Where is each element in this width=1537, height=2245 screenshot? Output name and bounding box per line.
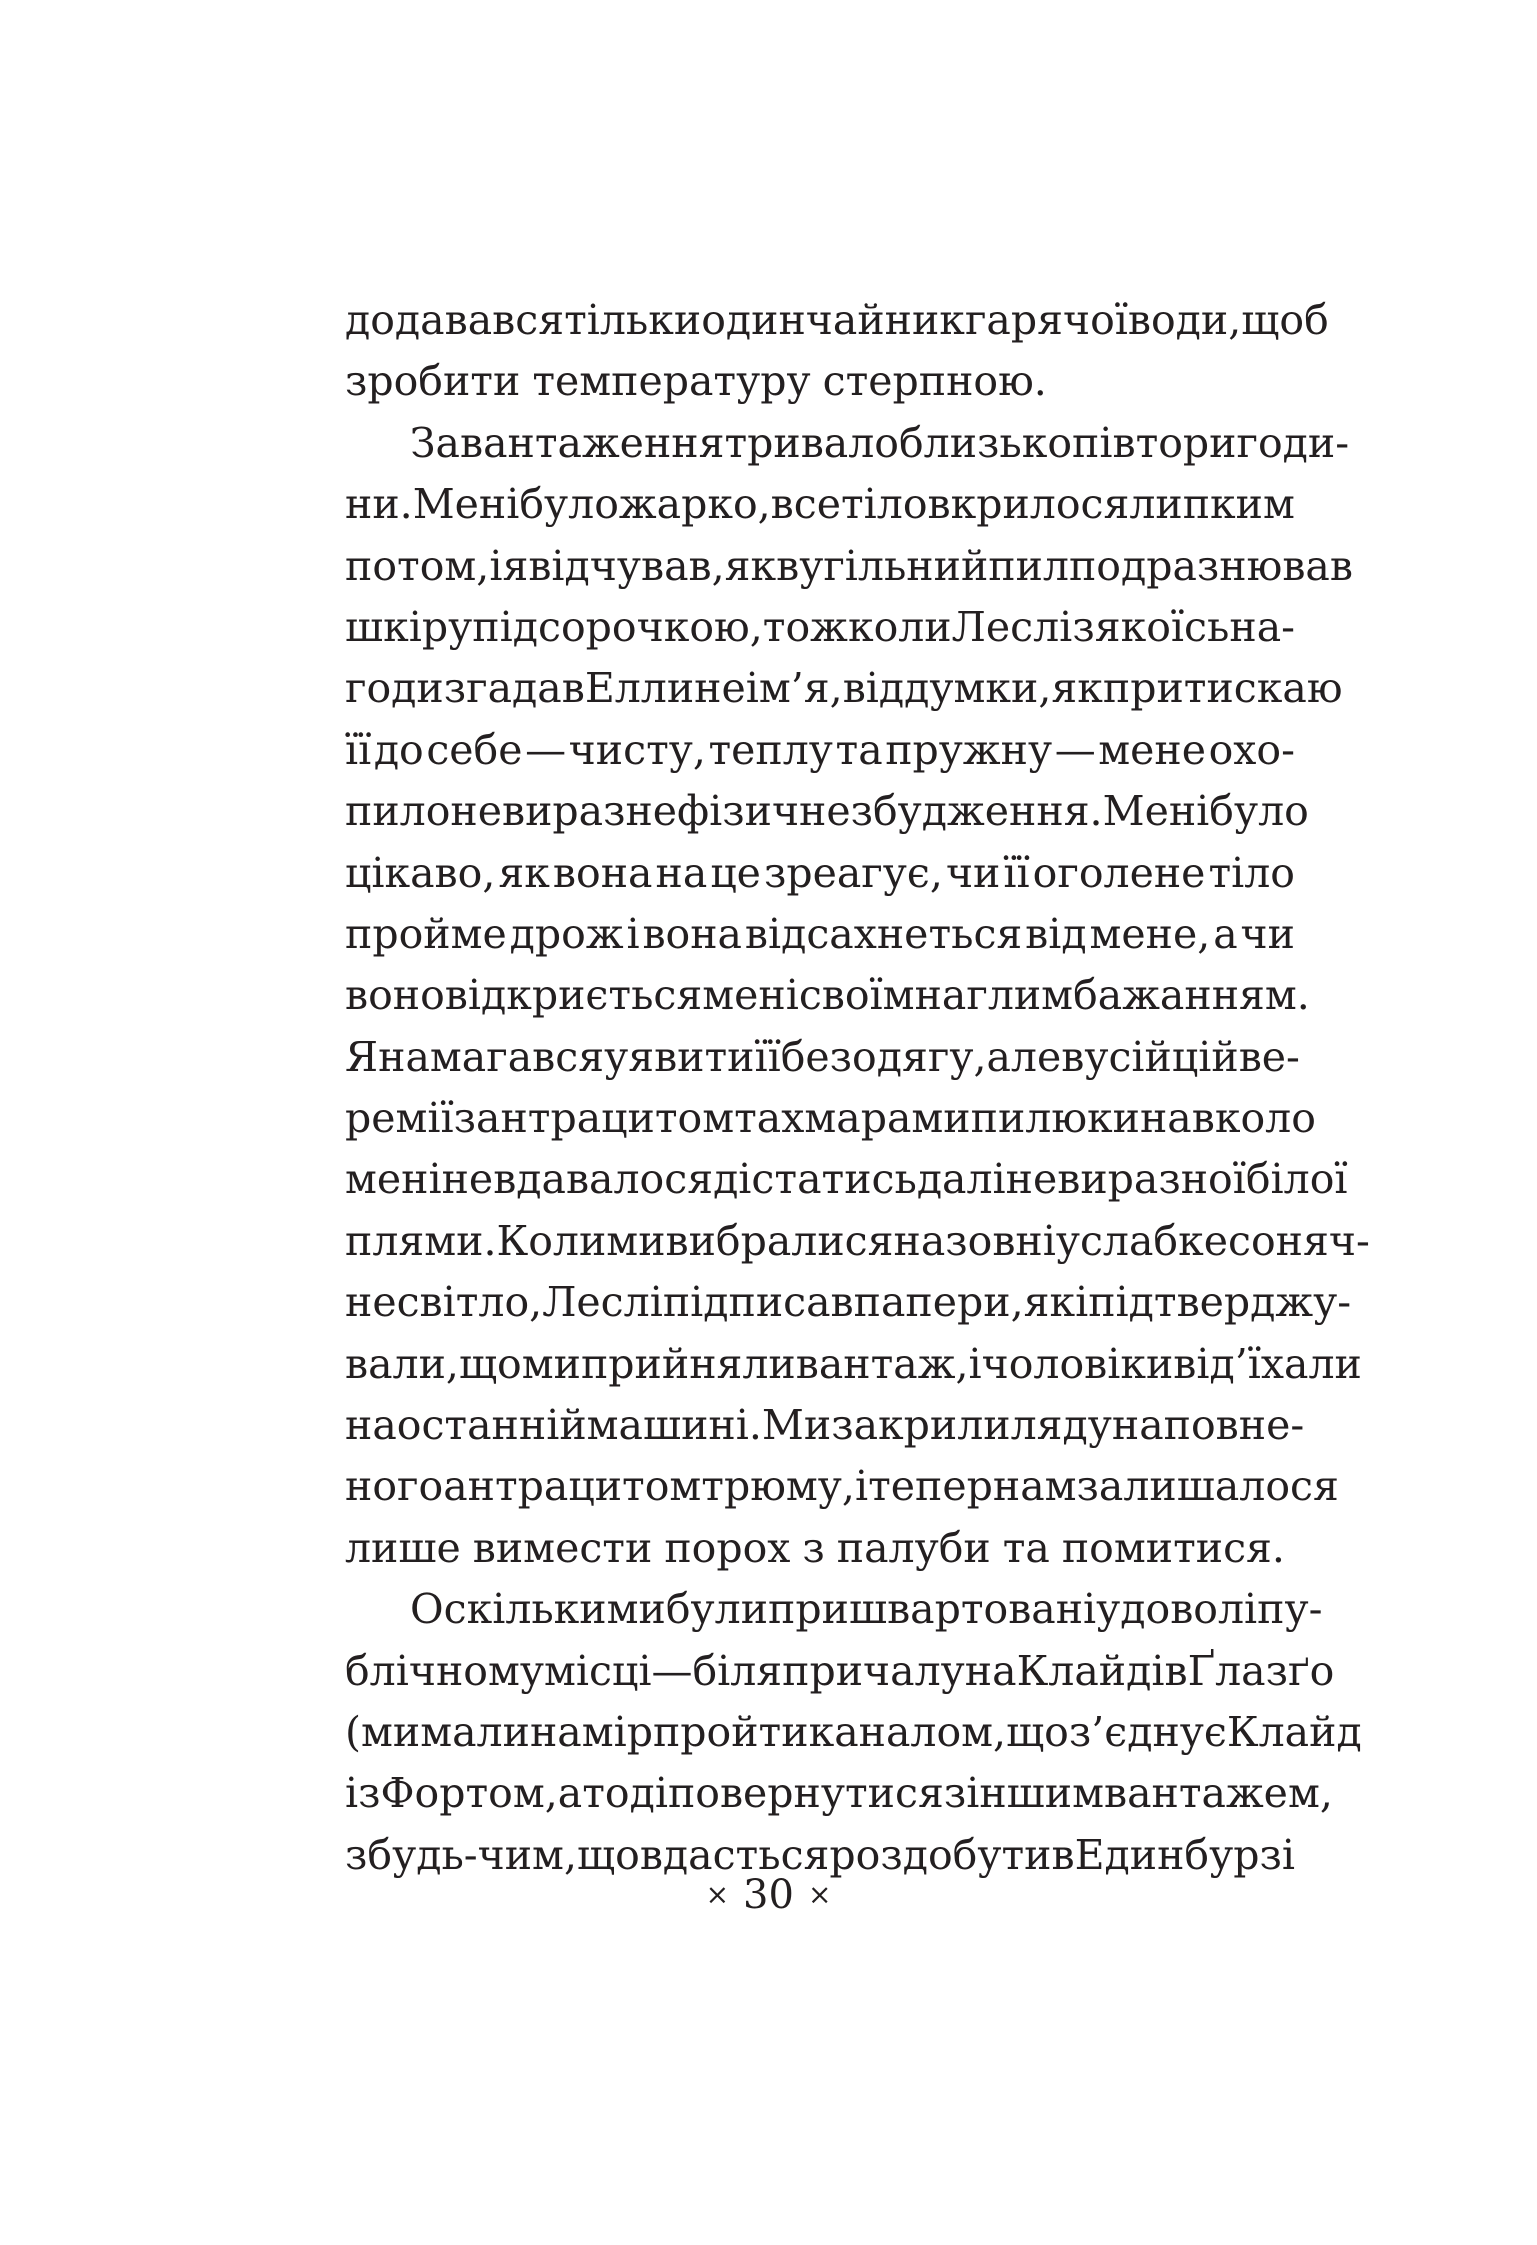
- text-line: мені не вдавалося дістатись далі невиразної білої: [345, 1155, 1348, 1204]
- page-number-value: 30: [743, 1872, 794, 1918]
- text-line: ного антрацитом трюму, і тепер нам залишалося: [345, 1462, 1339, 1511]
- text-line: ремії з антрацитом та хмарами пилюки навколо: [345, 1094, 1316, 1143]
- text-line: лише вимести порох з палуби та помитися.: [345, 1523, 1285, 1572]
- text-line: із Фортом, а тоді повернутися з іншим вантажем,: [345, 1769, 1333, 1818]
- text-line: пило невиразне фізичне збудження. Мені було: [345, 787, 1309, 836]
- text-line: додавався тільки один чайник гарячої води, щоб: [345, 296, 1329, 344]
- text-line: Завантаження тривало близько півтори годи-: [410, 418, 1350, 467]
- text-line: (ми мали намір пройти каналом, що з’єднує Клайд: [345, 1707, 1362, 1756]
- text-line: блічному місці — біля причалу на Клайді в Ґлазґо: [345, 1646, 1335, 1695]
- text-line: плями. Коли ми вибралися назовні у слабке соняч-: [345, 1216, 1370, 1265]
- text-line: на останній машині. Ми закрили ляду наповне-: [345, 1401, 1305, 1450]
- text-line: її до себе — чисту, теплу та пружну — мене охо-: [345, 725, 1295, 774]
- folio-ornament-left: ×: [705, 1878, 730, 1911]
- text-line: Я намагався уявити її без одягу, але в усій цій ве-: [345, 1032, 1300, 1081]
- text-line: цікаво, як вона на це зреагує, чи її оголене тіло: [345, 848, 1295, 897]
- text-line: воно відкриється мені своїм наглим бажанням.: [345, 971, 1310, 1020]
- folio-ornament-right: ×: [807, 1878, 832, 1911]
- text-line: потом, і я відчував, як вугільний пил подразнював: [345, 541, 1353, 590]
- page-number: [0, 1872, 1537, 1918]
- text-line: Оскільки ми були пришвартовані у доволі пу-: [410, 1585, 1323, 1634]
- text-line: годи згадав Еллине ім’я, від думки, як притискаю: [345, 664, 1343, 713]
- body-text: [345, 290, 1370, 1886]
- text-line: з будь-чим, що вдасться роздобути в Единбурзі: [345, 1830, 1295, 1879]
- text-line: зробити температуру стерпною.: [345, 357, 1047, 406]
- text-line: вали, що ми прийняли вантаж, і чоловіки від’їхали: [345, 1339, 1362, 1388]
- text-line: шкіру під сорочкою, тож коли Леслі з якоїсь на-: [345, 602, 1295, 651]
- text-line: не світло, Леслі підписав папери, які підтверджу-: [345, 1278, 1352, 1327]
- text-line: пройме дрож і вона відсахнеться від мене, а чи: [345, 909, 1295, 958]
- text-line: ни. Мені було жарко, все тіло вкрилося липким: [345, 480, 1295, 529]
